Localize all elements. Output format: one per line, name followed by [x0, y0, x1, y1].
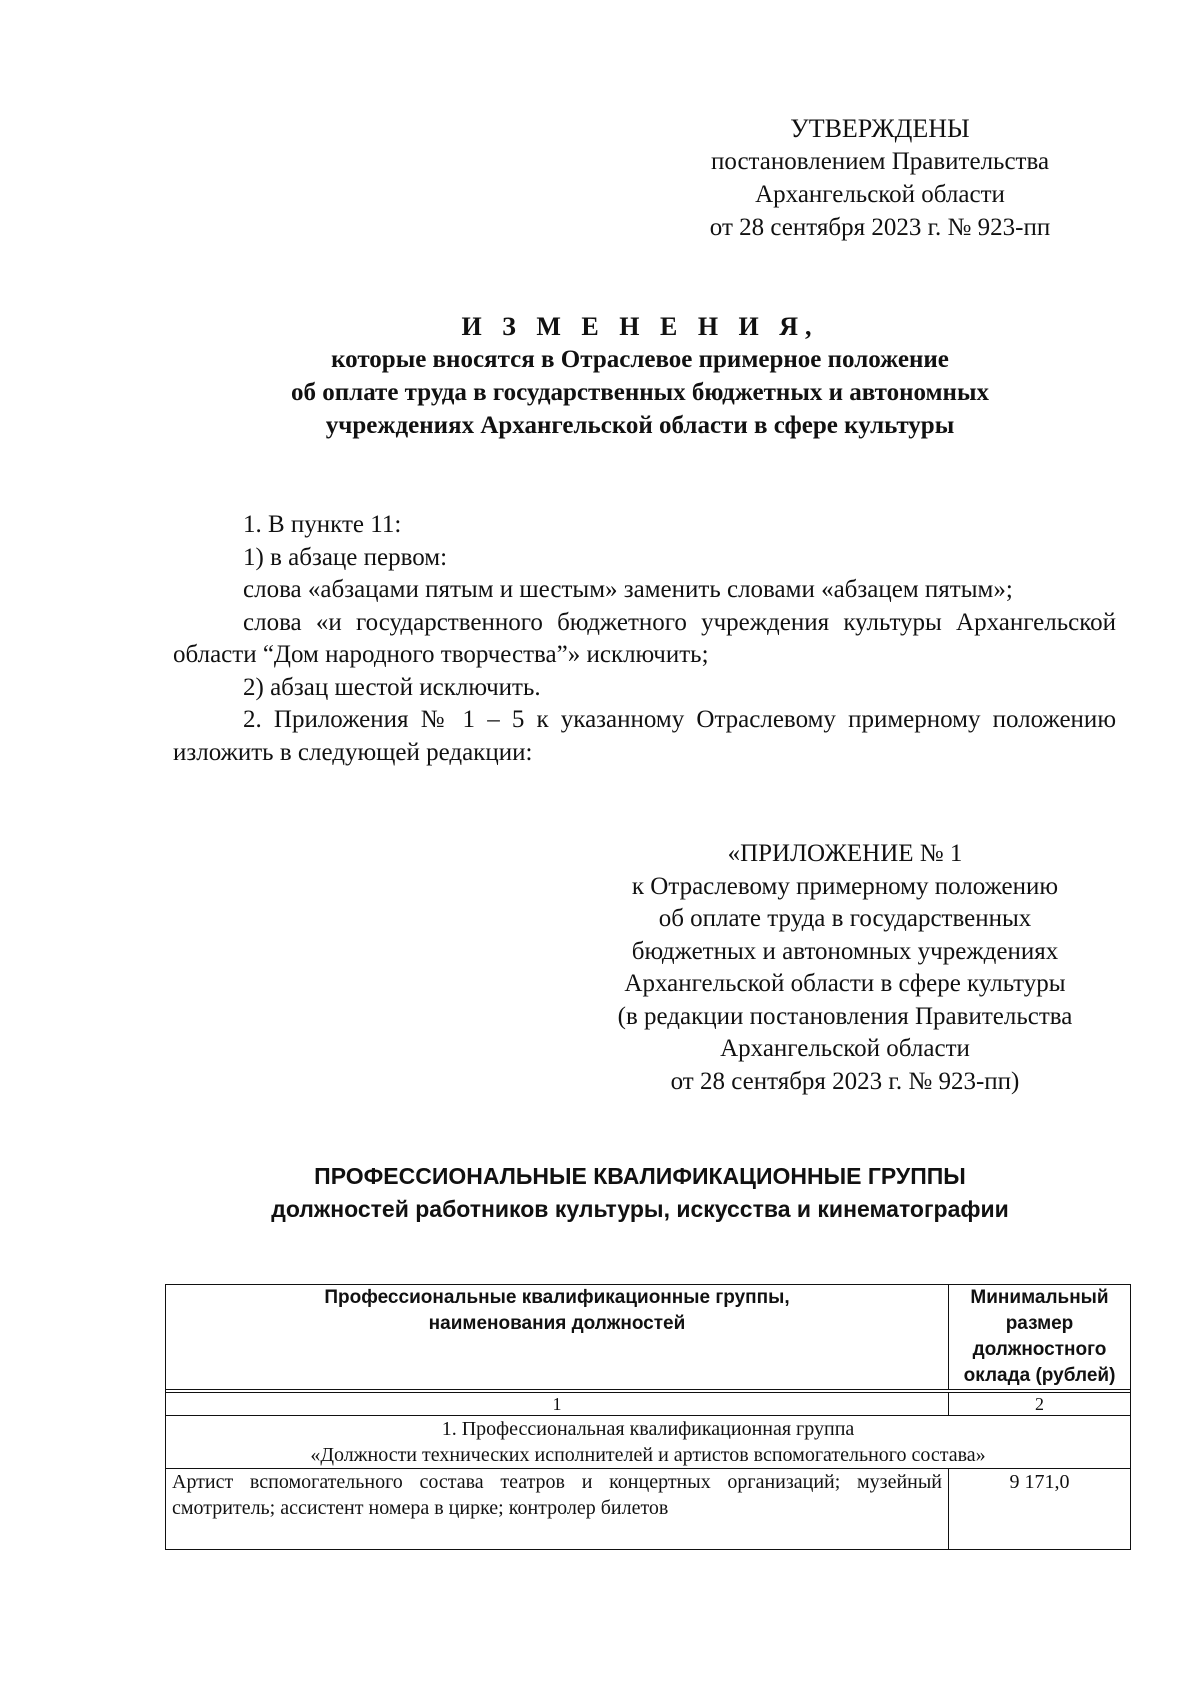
title-heading: И З М Е Н Е Н И Я,	[461, 312, 819, 341]
header-text: Профессиональные квалификационные группы,	[324, 1287, 790, 1308]
title-line: об оплате труда в государственных бюджетных и автономных	[291, 379, 989, 406]
paragraph: 2) абзац шестой исключить.	[243, 673, 541, 701]
section-title-line: ПРОФЕССИОНАЛЬНЫЕ КВАЛИФИКАЦИОННЫЕ ГРУППЫ	[314, 1163, 966, 1189]
title-line: учреждениях Архангельской области в сфере культуры	[325, 412, 955, 439]
document-body	[173, 509, 1116, 769]
table-column-number-row	[166, 1393, 1131, 1416]
approval-block	[700, 112, 1060, 244]
approval-heading: УТВЕРЖДЕНЫ	[790, 114, 970, 143]
header-cell-salary	[949, 1285, 1131, 1390]
header-text: размер	[1005, 1313, 1074, 1334]
table-header-row	[166, 1285, 1131, 1390]
positions-cell: Артист вспомогательного состава театров и концертных организаций; музейный смотритель; ассистент номера в цирке; контролер билетов	[166, 1469, 949, 1550]
appendix-line: от 28 сентября 2023 г. № 923-пп)	[670, 1067, 1020, 1095]
appendix-line: «ПРИЛОЖЕНИЕ № 1	[727, 840, 963, 867]
paragraph: 1) в абзаце первом:	[243, 543, 448, 571]
paragraph: слова «и государственного бюджетного учреждения культуры Архангельской области “Дом народного творчества”» исключить;	[173, 608, 1116, 668]
group-cell	[166, 1416, 1131, 1469]
appendix-line: Архангельской области в сфере культуры	[624, 970, 1066, 997]
appendix-line: к Отраслевому примерному положению	[631, 872, 1059, 900]
appendix-block	[580, 838, 1110, 1098]
paragraph: слова «абзацами пятым и шестым» заменить словами «абзацем пятым»;	[243, 576, 1013, 603]
section-title	[170, 1160, 1110, 1226]
approval-line: Архангельской области	[755, 181, 1005, 208]
header-text: Минимальный	[970, 1287, 1109, 1308]
appendix-line: (в редакции постановления Правительства	[617, 1002, 1073, 1030]
qualification-table	[165, 1284, 1131, 1550]
paragraph: 1. В пункте 11:	[243, 511, 402, 538]
document-title	[170, 310, 1110, 442]
table-group-row	[166, 1416, 1131, 1469]
appendix-line: Архангельской области	[720, 1035, 970, 1062]
column-number-cell: 1	[166, 1393, 949, 1416]
title-line: которые вносятся в Отраслевое примерное положение	[331, 346, 949, 373]
section-subtitle-line: должностей работников культуры, искусства и кинематографии	[271, 1196, 1009, 1222]
salary-cell: 9 171,0	[949, 1469, 1131, 1550]
group-name: «Должности технических исполнителей и артистов вспомогательного состава»	[310, 1444, 986, 1466]
header-text: наименования должностей	[428, 1313, 686, 1334]
header-cell-groups	[166, 1285, 949, 1390]
approval-line: от 28 сентября 2023 г. № 923-пп	[709, 214, 1051, 241]
header-text: должностного	[972, 1339, 1107, 1360]
appendix-line: бюджетных и автономных учреждениях	[631, 937, 1059, 965]
group-title: 1. Профессиональная квалификационная группа	[441, 1418, 855, 1440]
table-row	[166, 1469, 1131, 1550]
header-text: оклада (рублей)	[963, 1365, 1116, 1386]
appendix-line: об оплате труда в государственных	[658, 905, 1032, 932]
column-number-cell: 2	[949, 1393, 1131, 1416]
approval-line: постановлением Правительства	[710, 148, 1050, 175]
paragraph: 2. Приложения № 1 – 5 к указанному Отраслевому примерному положению изложить в следующей редакции:	[173, 706, 1116, 766]
